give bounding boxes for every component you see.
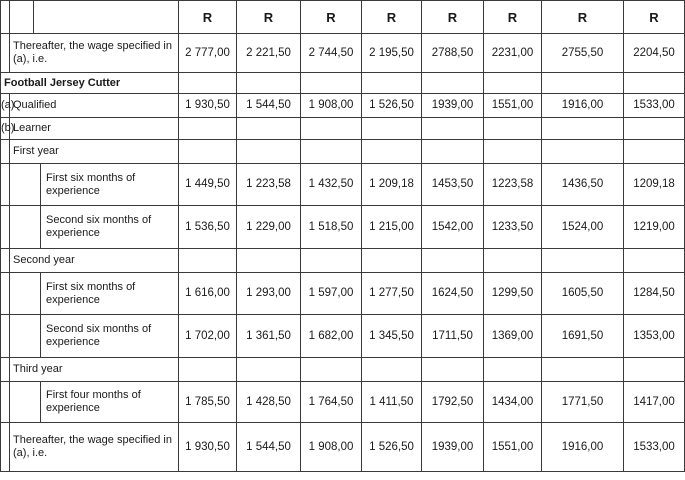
blank-cell xyxy=(237,358,301,382)
wage-value: 1 518,50 xyxy=(301,206,362,249)
wage-value: 1 229,00 xyxy=(237,206,301,249)
wage-value: 1792,50 xyxy=(422,382,484,423)
blank-cell xyxy=(10,206,41,249)
wage-value: 1 449,50 xyxy=(179,164,237,206)
row-label: First four months of experience xyxy=(41,382,179,423)
table-row xyxy=(1,73,685,94)
blank-cell xyxy=(484,140,542,164)
blank-cell xyxy=(1,382,10,423)
table-row xyxy=(1,164,685,206)
blank-cell xyxy=(542,73,624,94)
wage-value: 1 702,00 xyxy=(179,315,237,358)
wage-value: 2788,50 xyxy=(422,34,484,73)
blank-cell xyxy=(542,118,624,140)
wage-value: 1 544,50 xyxy=(237,423,301,472)
row-label: Thereafter, the wage specified in (a), i.e. xyxy=(10,423,179,472)
group-label: First year xyxy=(10,140,179,164)
blank-cell xyxy=(484,249,542,273)
wage-value: 1 209,18 xyxy=(362,164,422,206)
currency-header: R xyxy=(542,1,624,34)
blank-cell xyxy=(10,273,41,315)
blank-cell xyxy=(179,118,237,140)
blank-cell xyxy=(1,315,10,358)
row-label: Second six months of experience xyxy=(41,206,179,249)
wage-value: 1 215,00 xyxy=(362,206,422,249)
wage-value: 1453,50 xyxy=(422,164,484,206)
currency-header: R xyxy=(422,1,484,34)
blank-cell xyxy=(362,118,422,140)
wage-value: 1434,00 xyxy=(484,382,542,423)
blank-cell xyxy=(301,118,362,140)
wage-value: 2231,00 xyxy=(484,34,542,73)
blank-cell xyxy=(1,273,10,315)
group-label: Third year xyxy=(10,358,179,382)
wage-value: 1939,00 xyxy=(422,94,484,118)
wage-value: 1 536,50 xyxy=(179,206,237,249)
wage-value: 1771,50 xyxy=(542,382,624,423)
blank-cell xyxy=(237,140,301,164)
blank-cell xyxy=(484,73,542,94)
section-title: Football Jersey Cutter xyxy=(1,73,179,94)
wage-value: 1284,50 xyxy=(624,273,685,315)
blank-cell xyxy=(422,118,484,140)
blank-cell xyxy=(624,140,685,164)
currency-header: R xyxy=(179,1,237,34)
table-row xyxy=(1,94,685,118)
blank-cell xyxy=(422,358,484,382)
blank-cell xyxy=(237,73,301,94)
wage-value: 1 361,50 xyxy=(237,315,301,358)
group-label: Second year xyxy=(10,249,179,273)
blank-cell xyxy=(542,249,624,273)
wage-value: 1 930,50 xyxy=(179,423,237,472)
wage-value: 1436,50 xyxy=(542,164,624,206)
wage-value: 1 411,50 xyxy=(362,382,422,423)
blank-cell xyxy=(10,1,34,34)
blank-cell xyxy=(34,1,179,34)
item-marker: (a) xyxy=(1,94,10,118)
blank-cell xyxy=(301,140,362,164)
wage-value: 1533,00 xyxy=(624,94,685,118)
table-row xyxy=(1,118,685,140)
table-row xyxy=(1,206,685,249)
blank-cell xyxy=(624,118,685,140)
wage-value: 1299,50 xyxy=(484,273,542,315)
wage-value: 1 930,50 xyxy=(179,94,237,118)
blank-cell xyxy=(301,249,362,273)
currency-header: R xyxy=(484,1,542,34)
blank-cell xyxy=(301,358,362,382)
wage-value: 2 777,00 xyxy=(179,34,237,73)
blank-cell xyxy=(362,249,422,273)
blank-cell xyxy=(624,358,685,382)
blank-cell xyxy=(1,1,10,34)
blank-cell xyxy=(1,34,10,73)
blank-cell xyxy=(301,73,362,94)
blank-cell xyxy=(1,423,10,472)
currency-header: R xyxy=(362,1,422,34)
wage-value: 1916,00 xyxy=(542,423,624,472)
table-row xyxy=(1,358,685,382)
blank-cell xyxy=(237,249,301,273)
table-row xyxy=(1,273,685,315)
row-label: Thereafter, the wage specified in (a), i.e. xyxy=(10,34,179,73)
wage-value: 2 221,50 xyxy=(237,34,301,73)
blank-cell xyxy=(10,382,41,423)
wage-value: 1353,00 xyxy=(624,315,685,358)
wage-value: 1605,50 xyxy=(542,273,624,315)
wage-value: 1551,00 xyxy=(484,423,542,472)
row-label: First six months of experience xyxy=(41,164,179,206)
wage-value: 1 682,00 xyxy=(301,315,362,358)
wage-value: 1 785,50 xyxy=(179,382,237,423)
blank-cell xyxy=(624,249,685,273)
blank-cell xyxy=(362,73,422,94)
blank-cell xyxy=(179,249,237,273)
wage-value: 1 526,50 xyxy=(362,94,422,118)
wage-value: 1524,00 xyxy=(542,206,624,249)
blank-cell xyxy=(484,358,542,382)
wage-value: 1711,50 xyxy=(422,315,484,358)
wage-value: 1233,50 xyxy=(484,206,542,249)
blank-cell xyxy=(179,73,237,94)
blank-cell xyxy=(10,164,41,206)
wage-value: 2 744,50 xyxy=(301,34,362,73)
wage-value: 1 277,50 xyxy=(362,273,422,315)
table-row xyxy=(1,34,685,73)
currency-header: R xyxy=(624,1,685,34)
row-label: First six months of experience xyxy=(41,273,179,315)
wage-value: 1551,00 xyxy=(484,94,542,118)
item-marker: (b) xyxy=(1,118,10,140)
blank-cell xyxy=(362,140,422,164)
wage-value: 1369,00 xyxy=(484,315,542,358)
blank-cell xyxy=(422,73,484,94)
wage-value: 1 432,50 xyxy=(301,164,362,206)
blank-cell xyxy=(484,118,542,140)
currency-header-row xyxy=(1,1,685,34)
row-label: Second six months of experience xyxy=(41,315,179,358)
wage-value: 1 544,50 xyxy=(237,94,301,118)
wage-value: 1 908,00 xyxy=(301,94,362,118)
wage-value: 1209,18 xyxy=(624,164,685,206)
table-row xyxy=(1,315,685,358)
blank-cell xyxy=(179,140,237,164)
blank-cell xyxy=(1,206,10,249)
table-body xyxy=(1,1,685,472)
blank-cell xyxy=(1,249,10,273)
wage-value: 1 428,50 xyxy=(237,382,301,423)
wage-value: 1 526,50 xyxy=(362,423,422,472)
table-row xyxy=(1,382,685,423)
currency-header: R xyxy=(237,1,301,34)
wage-value: 1 616,00 xyxy=(179,273,237,315)
wage-value: 1533,00 xyxy=(624,423,685,472)
wage-value: 2 195,50 xyxy=(362,34,422,73)
blank-cell xyxy=(422,249,484,273)
wage-value: 1916,00 xyxy=(542,94,624,118)
blank-cell xyxy=(179,358,237,382)
wage-value: 1542,00 xyxy=(422,206,484,249)
wage-value: 2755,50 xyxy=(542,34,624,73)
wage-value: 1 293,00 xyxy=(237,273,301,315)
wage-value: 1219,00 xyxy=(624,206,685,249)
table-row xyxy=(1,249,685,273)
blank-cell xyxy=(542,140,624,164)
blank-cell xyxy=(422,140,484,164)
wage-value: 1 764,50 xyxy=(301,382,362,423)
table-row xyxy=(1,423,685,472)
row-label: Qualified xyxy=(10,94,179,118)
table-row xyxy=(1,140,685,164)
row-label: Learner xyxy=(10,118,179,140)
wage-value: 1624,50 xyxy=(422,273,484,315)
wage-value: 1691,50 xyxy=(542,315,624,358)
blank-cell xyxy=(237,118,301,140)
blank-cell xyxy=(362,358,422,382)
wage-value: 1 908,00 xyxy=(301,423,362,472)
wage-value: 2204,50 xyxy=(624,34,685,73)
blank-cell xyxy=(542,358,624,382)
wage-value: 1223,58 xyxy=(484,164,542,206)
blank-cell xyxy=(1,140,10,164)
currency-header: R xyxy=(301,1,362,34)
wage-value: 1 597,00 xyxy=(301,273,362,315)
blank-cell xyxy=(624,73,685,94)
wage-value: 1417,00 xyxy=(624,382,685,423)
blank-cell xyxy=(10,315,41,358)
wage-value: 1939,00 xyxy=(422,423,484,472)
blank-cell xyxy=(1,358,10,382)
wage-value: 1 223,58 xyxy=(237,164,301,206)
blank-cell xyxy=(1,164,10,206)
wage-value: 1 345,50 xyxy=(362,315,422,358)
